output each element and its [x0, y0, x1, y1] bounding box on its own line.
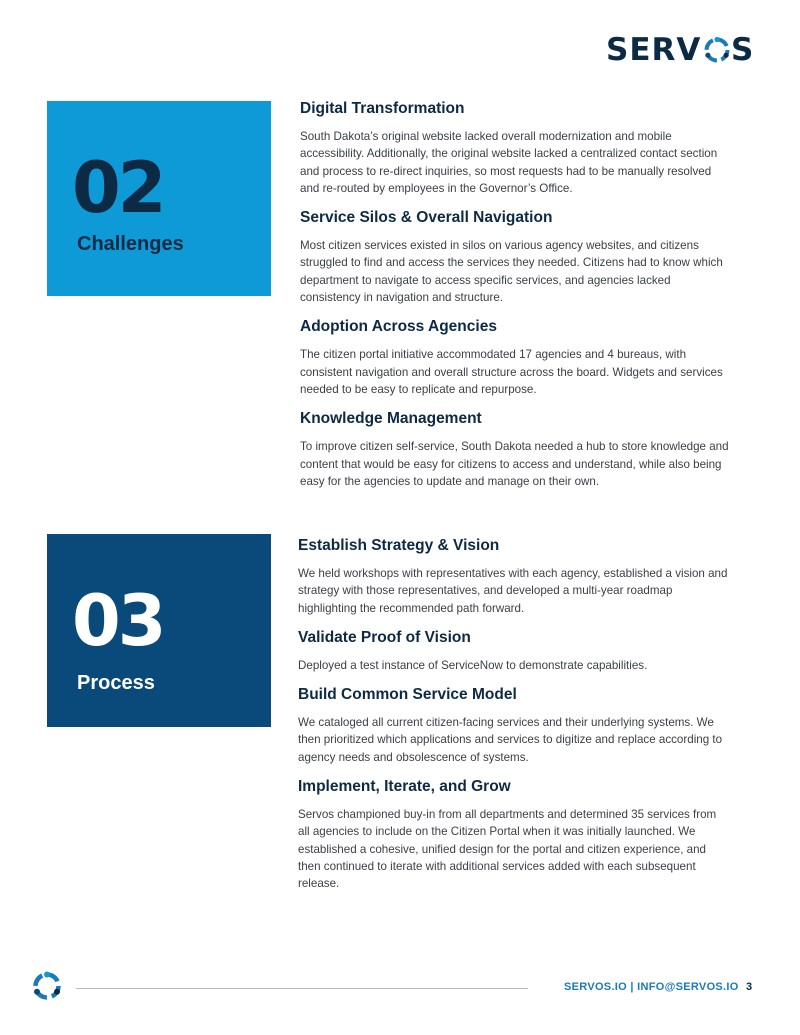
section-number: 02: [72, 147, 164, 229]
challenge-section: [300, 207, 732, 306]
process-section: [298, 535, 730, 617]
footer-contact: SERVOS.IO | INFO@SERVOS.IO: [564, 981, 739, 993]
section-heading: Build Common Service Model: [298, 686, 517, 704]
logo-o-icon: [703, 36, 731, 64]
process-content: [298, 535, 730, 903]
process-section: [298, 684, 730, 766]
process-section: [298, 776, 730, 892]
challenge-section: [300, 408, 732, 490]
section-heading: Service Silos & Overall Navigation: [300, 209, 553, 227]
section-body: We held workshops with representatives with each agency, established a vision and strategy with those representatives, and developed a multi-year roadmap highlighting the recommended path forward.: [298, 567, 728, 615]
challenge-section: [300, 98, 732, 197]
section-heading: Implement, Iterate, and Grow: [298, 778, 511, 796]
servos-logo: [606, 30, 756, 70]
footer-divider: [76, 988, 528, 989]
process-section: [298, 627, 730, 674]
section-label: Process: [77, 672, 155, 694]
challenges-content: [300, 98, 732, 500]
logo-wordmark-left: SERV: [606, 32, 702, 68]
section-body: To improve citizen self-service, South Dakota needed a hub to store knowledge and content that would be easy for citizens to access and understand, while also being easy for the agencies to update and manage on their own.: [300, 440, 729, 488]
section-heading: Digital Transformation: [300, 100, 465, 117]
section-heading: Knowledge Management: [300, 410, 482, 428]
section-heading: Establish Strategy & Vision: [298, 537, 500, 554]
section-body: Deployed a test instance of ServiceNow to demonstrate capabilities.: [298, 658, 648, 672]
section-heading: Adoption Across Agencies: [300, 318, 497, 336]
challenges-block: [47, 101, 271, 296]
section-body: The citizen portal initiative accommodated 17 agencies and 4 bureaus, with consistent navigation and overall structure across the board. Widgets and services needed to be easy to replicate and repurpose.: [300, 348, 723, 396]
section-body: South Dakota’s original website lacked overall modernization and mobile accessibility. Additionally, the original website lacked a centralized contact section and process to re-direct inquiries, so most requests had to be manually resolved and re-routed by employees in the Governor’s Office.: [300, 130, 718, 195]
servos-emblem-icon: [31, 970, 63, 1002]
section-label: Challenges: [77, 233, 184, 255]
section-body: Most citizen services existed in silos on various agency websites, and citizens struggled to find and access the services they needed. Citizens had to know which department to navigate to access specific services, and agencies lacked consistency in navigation and structure.: [300, 239, 723, 305]
section-heading: Validate Proof of Vision: [298, 628, 471, 646]
process-block: [47, 534, 271, 727]
page-number: 3: [746, 981, 753, 993]
section-body: Servos championed buy-in from all departments and determined 35 services from all agencies to include on the Citizen Portal when it was initially launched. We established a cohesive, unified design for the portal and citizen experience, and then continued to iterate with additional services added with each subsequent release.: [298, 808, 717, 891]
section-number: 03: [72, 580, 164, 662]
challenge-section: [300, 316, 732, 398]
logo-wordmark-right: S: [731, 32, 755, 68]
section-body: We cataloged all current citizen-facing services and their underlying systems. We then prioritized which applications and services to digitize and replace according to agency needs and obsolescence of systems.: [298, 716, 723, 764]
